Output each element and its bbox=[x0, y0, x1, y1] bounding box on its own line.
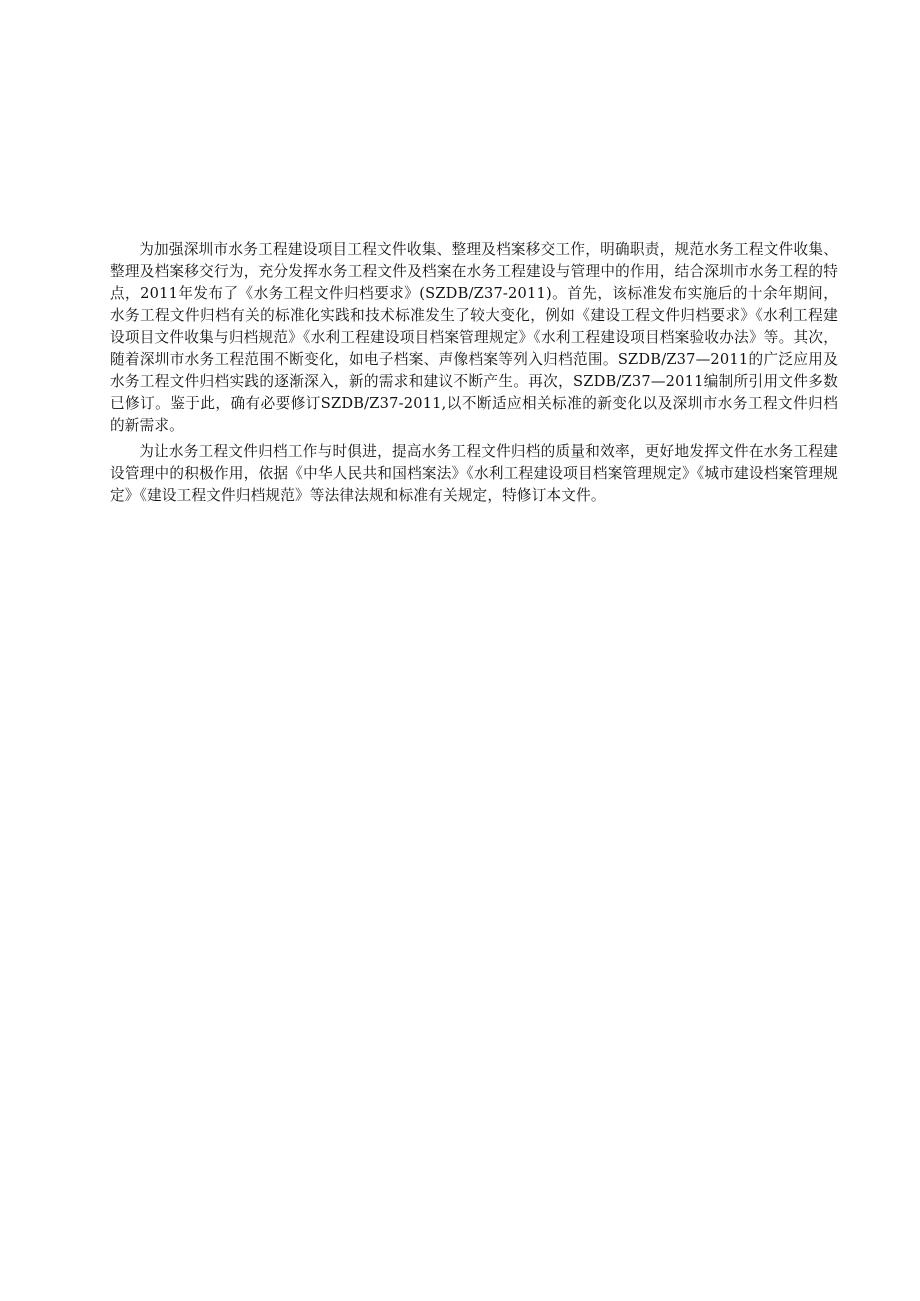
document-body bbox=[110, 239, 838, 511]
paragraph-2: 为让水务工程文件归档工作与时俱进，提高水务工程文件归档的质量和效率，更好地发挥文件在水务工程建设管理中的积极作用，依据《中华人民共和国档案法》《水利工程建设项目档案管理规定》《城市建设档案管理规定》《建设工程文件归档规范》等法律法规和标准有关规定，特修订本文件。 bbox=[110, 443, 838, 504]
paragraph-1: 为加强深圳市水务工程建设项目工程文件收集、整理及档案移交工作，明确职责，规范水务工程文件收集、整理及档案移交行为，充分发挥水务工程文件及档案在水务工程建设与管理中的作用，结合深圳市水务工程的特点，2011年发布了《水务工程文件归档要求》(SZDB/Z37-2011)。首先，该标准发布实施后的十余年期间，水务工程文件归档有关的标准化实践和技术标准发生了较大变化，例如《建设工程文件归档要求》《水利工程建设项目文件收集与归档规范》《水利工程建设项目档案管理规定》《水利工程建设项目档案验收办法》等。其次，随着深圳市水务工程范围不断变化，如电子档案、声像档案等列入归档范围。SZDB/Z37—2011的广泛应用及水务工程文件归档实践的逐渐深入，新的需求和建议不断产生。再次，SZDB/Z37—2011编制所引用文件多数已修订。鉴于此，确有必要修订SZDB/Z37-2011,以不断适应相关标准的新变化以及深圳市水务工程文件归档的新需求。 bbox=[110, 241, 838, 434]
